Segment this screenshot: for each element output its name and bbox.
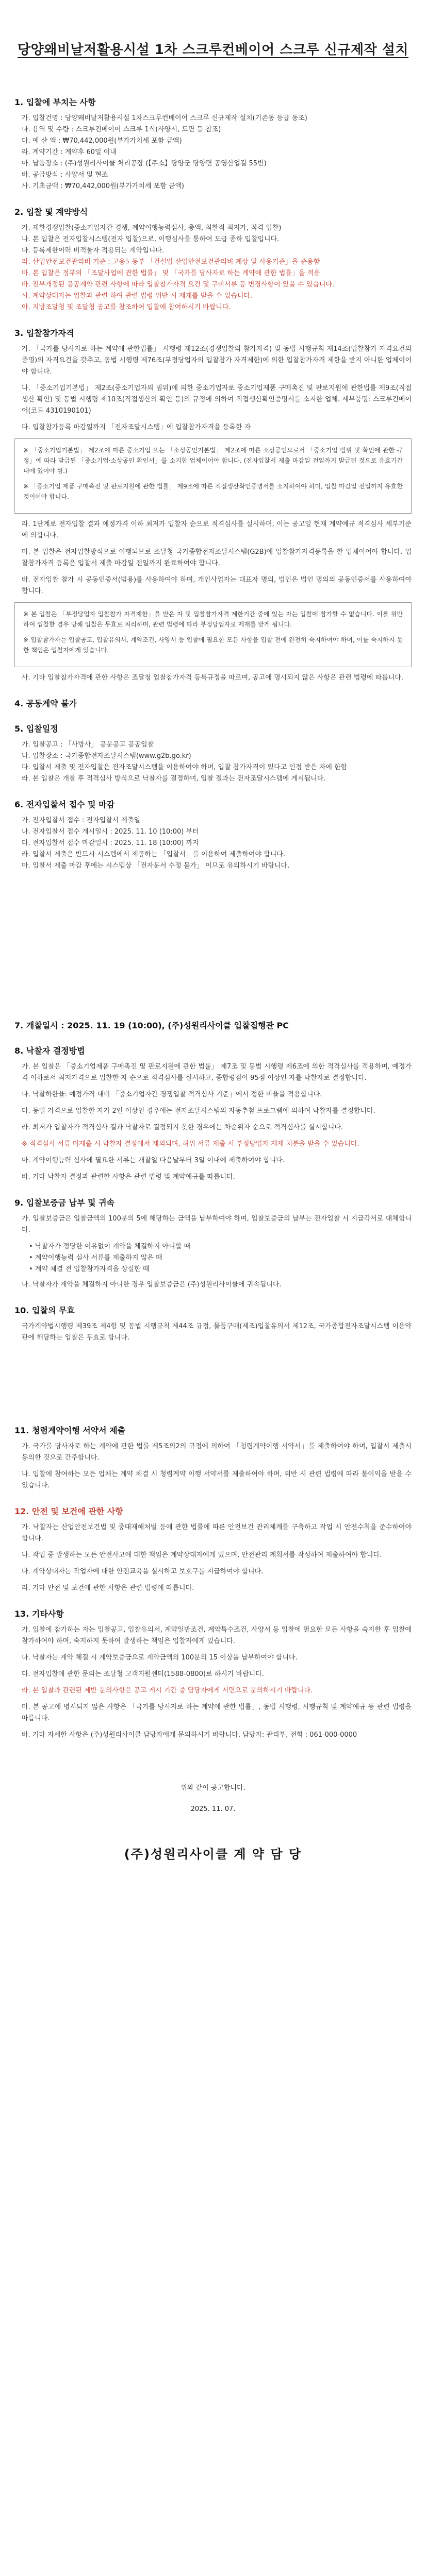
misc-paragraph: 바. 기타 자세한 사항은 (주)성원리사이클 담당자에게 문의하시기 바랍니다. 담당자: 관리부, 전화 : 061-000-0000	[22, 1731, 357, 1739]
contract-method-line: 사. 계약상대자는 입찰과 관련 하여 관련 법령 위반 시 제재를 받을 수 있습니다.	[22, 292, 253, 300]
eligibility-paragraph: 가. 「국가를 당사자로 하는 계약에 관한법률」 시행령 제12조(경쟁입찰의 참가자격) 및 동법 시행규칙 제14조(입찰참가 자격요건의 증명)의 자격요건을 갖추고, 동법 시행령 제76조(부정당업자의 입찰참가 자격제한)에 의한 입찰참가자격 제한을 받지 아니한 업체이어야 합니다.	[22, 345, 412, 376]
safety-paragraph: 라. 기타 안전 및 보건에 관한 사항은 관련 법령에 따릅니다.	[22, 1584, 194, 1592]
blank-spacer	[14, 1746, 412, 1782]
notice-text: ※ 입찰참가자는 입찰공고, 입찰유의서, 계약조건, 사양서 등 입찰에 필요한 모든 사항을 입찰 전에 완전히 숙지하여야 하며, 이를 숙지하지 못한 책임은 입찰자에게 있습니다.	[23, 636, 403, 654]
section-award-method	[14, 1044, 412, 1183]
issuer-organization: (주)성원리사이클 계 약 담 당	[124, 1847, 302, 1861]
section-bid-submission	[14, 798, 412, 872]
section-heading: 13. 기타사항	[14, 1609, 64, 1619]
closing-note: 위와 같이 공고합니다.	[181, 1784, 245, 1792]
notice-text: ※ 본 입찰은 「부정당업자 입찰참가 자격제한」을 받은 자 및 입찰참가자격 제한기간 중에 있는 자는 입찰에 참가할 수 없습니다. 이를 위반하여 입찰한 경우 당해 입찰은 무효로 처리하며, 관련 법령에 따라 부정당업자로 제재를 받게 됩니다.	[23, 611, 403, 628]
submission-line: 가. 전자입찰서 접수 : 전자입찰서 제출일	[22, 817, 141, 824]
section-opening	[14, 1019, 412, 1031]
submission-line: 라. 입찰서 제출은 반드시 시스템에서 제공하는 「입찰서」를 이용하여 제출하여야 합니다.	[22, 851, 285, 858]
blank-spacer	[14, 1349, 412, 1411]
award-paragraph: 나. 낙찰하한율: 예정가격 대비 「중소기업자간 경쟁입찰 적격심사 기준」에서 정한 비율을 적용합니다.	[22, 1091, 322, 1098]
blank-spacer	[14, 872, 412, 1006]
integrity-paragraph: 가. 국가를 당사자로 하는 계약에 관한 법률 제5조의2의 규정에 의하여 「청렴계약이행 서약서」를 제출하여야 하며, 입찰서 제출시 동의한 것으로 간주합니다.	[22, 1443, 412, 1462]
contract-method-line: 가. 제한경쟁입찰(중소기업자간 경쟁, 계약이행능력심사, 총액, 최한적 최저가, 적격 입찰)	[22, 224, 282, 232]
contract-method-line: 바. 전부개정된 공공계약 관련 사항에 따라 입찰참가자격 요건 및 구비서류 등 변경사항이 있을 수 있습니다.	[22, 281, 335, 289]
misc-paragraph: 마. 본 공고에 명시되지 않은 사항은 「국가를 당사자로 하는 계약에 관한 법률」, 동법 시행령, 시행규칙 및 계약예규 등 관련 법령을 따릅니다.	[22, 1703, 412, 1722]
eligibility-paragraph: 사. 기타 입찰참가자격에 관한 사항은 조달청 입찰참가자격 등록규정을 따르며, 공고에 명시되지 않은 사항은 관련 법령에 따릅니다.	[22, 674, 403, 682]
award-paragraph: 가. 본 입찰은 「중소기업제품 구매촉진 및 판로지원에 관한 법률」 제7조 및 동법 시행령 제6조에 의한 적격심사를 적용하며, 예정가격 이하로서 최저가격으로 입찰한 자 순으로 적격심사를 실시하고, 종합평점이 95점 이상인 자를 낙찰자로 결정합니다.	[22, 1063, 412, 1082]
bid-item-line: 마. 납품장소 : (주)성원리사이클 처리공장 (【주소】당양군 당양면 공영산업길 55번)	[22, 160, 267, 167]
bond-condition: • 계약이행능력 심사 서류를 제출하지 않은 때	[29, 1254, 162, 1262]
safety-paragraph: 가. 낙찰자는 산업안전보건법 및 중대재해처벌 등에 관한 법률에 따른 안전보건 관리체계를 구축하고 작업 시 안전수칙을 준수하여야 합니다.	[22, 1523, 412, 1543]
misc-paragraph: 나. 낙찰자는 계약 체결 시 계약보증금으로 계약금액의 100분의 15 이상을 납부하여야 합니다.	[22, 1654, 298, 1662]
schedule-line: 라. 본 입찰은 개찰 후 적격심사 방식으로 낙찰자를 결정하며, 입찰 결과는 전자조달시스템에 게시됩니다.	[22, 775, 326, 783]
misc-paragraph: 다. 전자입찰에 관한 문의는 조달청 고객지원센터(1588-0800)로 하시기 바랍니다.	[22, 1670, 264, 1678]
bid-item-line: 가. 입찰건명 : 당양왜비날저활용시설 1차스크루컨베이어 스크루 신규제작 설치(기존동 등급 동조)	[22, 114, 307, 122]
invalid-paragraph: 국가계약법시행령 제39조 제4항 및 동법 시행규칙 제44조 규정, 물품구매(제조)입찰유의서 제12조, 국가종합전자조달시스템 이용약관에 해당하는 입찰은 무효로 합니다.	[22, 1323, 412, 1342]
bond-paragraph: 나. 낙찰자가 계약을 체결하지 아니한 경우 입찰보증금은 (주)성원리사이클에 귀속됩니다.	[22, 1281, 282, 1289]
section-heading: 11. 청렴계약이행 서약서 제출	[14, 1426, 126, 1435]
schedule-line: 가. 입찰공고 : 「사방사」 공문공고 공공입찰	[22, 741, 154, 749]
section-safety	[14, 1505, 412, 1594]
bid-item-line: 라. 계약기간 : 계약후 60일 이내	[22, 148, 117, 156]
section-heading: 2. 입찰 및 계약방식	[14, 207, 88, 217]
blank-spacer	[14, 1862, 412, 1903]
bid-item-line: 바. 공급방식 : 사양서 및 현조	[22, 171, 108, 179]
award-paragraph: 바. 기타 낙찰자 결정과 관련한 사항은 관련 법령 및 계약예규를 따릅니다.	[22, 1173, 235, 1181]
schedule-line: 나. 입찰장소 : 국가종합전자조달시스템(www.g2b.go.kr)	[22, 752, 191, 760]
contract-method-line: 다. 등록제한이력 비적물자 적용되는 계약입니다.	[22, 247, 164, 255]
notice-text: ※ 「중소기업 제품 구매촉진 및 판로지원에 관한 법률」 제9조에 따른 직접생산확인증명서를 소지하여야 하며, 입찰 마감일 전일까지 유효한 것이어야 합니다.	[23, 483, 403, 500]
section-heading: 3. 입찰참가자격	[14, 328, 74, 338]
document-title: 당양왜비날저활용시설 1차 스크루컨베이어 스크루 신규제작 설치	[18, 42, 408, 58]
misc-paragraph: 가. 입찰에 참가하는 자는 입찰공고, 입찰유의서, 계약일반조건, 계약특수조건, 사양서 등 입찰에 필요한 모든 사항을 숙지한 후 입찰에 참가하여야 하며, 숙지하지 못하여 발생하는 책임은 입찰자에게 있습니다.	[22, 1626, 412, 1645]
contract-method-line: 라. 산업안전보건관리비 기준 : 고용노동부 「건설업 산업안전보건관리비 계상 및 사용기준」을 준용함	[22, 258, 320, 266]
bond-paragraph: 가. 입찰보증금은 입찰금액의 100분의 5에 해당하는 금액을 납부하여야 하며, 입찰보증금의 납부는 전자입찰 시 지급각서로 대체합니다.	[22, 1215, 412, 1234]
section-heading: 6. 전자입찰서 접수 및 마감	[14, 800, 115, 809]
contract-method-line: 나. 본 입찰은 전자입찰시스템(전자 입찰)으로, 이행심사를 통하여 도급 종하 입찰입니다.	[22, 235, 280, 243]
eligibility-warning-box	[14, 602, 412, 667]
eligibility-paragraph: 바. 전자입찰 참가 시 공동인증서(범용)를 사용하여야 하며, 개인사업자는 대표자 명의, 법인은 법인 명의의 공동인증서를 사용하여야 합니다.	[22, 576, 412, 595]
section-heading: 12. 안전 및 보건에 관한 사항	[14, 1506, 123, 1516]
safety-paragraph: 나. 작업 중 발생하는 모든 안전사고에 대한 책임은 계약상대자에게 있으며, 안전관리 계획서를 작성하여 제출하여야 합니다.	[22, 1551, 382, 1559]
section-heading: 9. 입찰보증금 납부 및 귀속	[14, 1198, 115, 1208]
submission-line: 마. 입찰서 제출 마감 후에는 시스템상 「전자문서 수정 불가」 이므로 유의하시기 바랍니다.	[22, 862, 290, 870]
section-heading: 1. 입찰에 부치는 사항	[14, 97, 96, 107]
contract-method-line: 마. 본 입찰은 정부의 「조달사업에 관한 법률」 및 「국가를 당사자로 하는 계약에 관한 법률」을 적용	[22, 269, 320, 277]
eligibility-paragraph: 마. 본 입찰은 전자입찰방식으로 이행되므로 조달청 국가종합전자조달시스템(G2B)에 입찰참가자격등록을 한 업체이어야 합니다. 입찰참가자격 등록은 입찰서 제출 마감일 전일까지 완료하여야 합니다.	[22, 548, 412, 567]
section-misc	[14, 1607, 412, 1741]
section-contract-method	[14, 206, 412, 313]
award-warning: ※ 적격심사 서류 미제출 시 낙찰자 결정에서 제외되며, 허위 서류 제출 시 부정당업자 제재 처분을 받을 수 있습니다.	[22, 1140, 359, 1148]
section-integrity-pledge	[14, 1424, 412, 1492]
section-schedule	[14, 722, 412, 785]
notice-date: 2025. 11. 07.	[190, 1805, 236, 1813]
section-bid-bond	[14, 1196, 412, 1291]
award-paragraph: 다. 동일 가격으로 입찰한 자가 2인 이상인 경우에는 전자조달시스템의 자동추첨 프로그램에 의하여 낙찰자를 결정합니다.	[22, 1107, 375, 1115]
award-paragraph: 마. 계약이행능력 심사에 필요한 서류는 개찰일 다음날부터 3일 이내에 제출하여야 합니다.	[22, 1157, 285, 1164]
bid-item-line: 다. 예 산 액 : ₩70,442,000원(부가가치세 포함 금액)	[22, 137, 182, 145]
bond-condition: • 낙찰자가 정당한 이유없이 계약을 체결하지 아니할 때	[29, 1243, 190, 1250]
section-heading: 7. 개찰일시 : 2025. 11. 19 (10:00), (주)성원리사이클 입찰집행관 PC	[14, 1021, 289, 1030]
integrity-paragraph: 나. 입찰에 참여하는 모든 업체는 계약 체결 시 청렴계약 이행 서약서를 제출하여야 하며, 위반 시 관련 법령에 따라 불이익을 받을 수 있습니다.	[22, 1470, 412, 1489]
contract-method-line: 아. 지방조달청 및 조달청 공고를 참조하여 입찰에 참여하시기 바랍니다.	[22, 303, 231, 311]
notice-text: ※ 「중소기업기본법」 제2조에 따른 중소기업 또는 「소상공인기본법」 제2조에 따른 소상공인으로서 「중소기업 범위 및 확인에 관한 규정」에 따라 발급된 「중소기업·소상공인 확인서」를 소지한 업체이어야 합니다. (전자입찰서 제출 마감일 전일까지 발급된 것으로 유효기간 내에 있어야 함.)	[23, 447, 403, 474]
submission-line: 나. 전자입찰서 접수 개시일시 : 2025. 11. 10 (10:00) 부터	[22, 828, 199, 836]
eligibility-paragraph: 다. 입찰참가등록 마감일까지 「전자조달시스템」에 입찰참가자격을 등록한 자	[22, 423, 251, 431]
bid-item-line: 나. 용역 및 수량 : 스크루컨베이어 스크루 1식(사양서, 도면 등 참조)	[22, 126, 221, 133]
section-joint-contract	[14, 697, 412, 709]
misc-warning: 라. 본 입찰과 관련된 제반 문의사항은 공고 게시 기간 중 담당자에게 서면으로 문의하시기 바랍니다.	[22, 1687, 313, 1694]
section-eligibility	[14, 327, 412, 684]
submission-line: 다. 전자입찰서 접수 마감일시 : 2025. 11. 18 (10:00) 까지	[22, 839, 199, 847]
section-heading: 4. 공동계약 불가	[14, 699, 77, 708]
section-bid-items	[14, 96, 412, 192]
award-paragraph: 라. 최저가 입찰자가 적격심사 결과 낙찰자로 결정되지 못한 경우에는 차순위자 순으로 적격심사를 실시합니다.	[22, 1124, 343, 1131]
safety-paragraph: 다. 계약상대자는 작업자에 대한 안전교육을 실시하고 보호구를 지급하여야 합니다.	[22, 1568, 264, 1575]
blank-spacer	[14, 1813, 412, 1844]
schedule-line: 다. 입찰서 제출 및 전자입찰은 전자조달시스템을 이용하여야 하며, 입찰 참가자격이 있다고 인정 받은 자에 한함	[22, 764, 348, 771]
section-heading: 5. 입찰일정	[14, 724, 58, 734]
section-heading: 8. 낙찰자 결정방법	[14, 1046, 85, 1056]
bid-item-line: 사. 기초금액 : ₩70,442,000원(부가가치세 포함 금액)	[22, 182, 184, 190]
eligibility-notice-box	[14, 438, 412, 514]
bond-condition: • 계약 체결 전 입찰참가자격을 상실한 때	[29, 1265, 150, 1273]
eligibility-paragraph: 나. 「중소기업기본법」 제2조(중소기업자의 범위)에 의한 중소기업자로 중소기업제품 구매촉진 및 판로지원에 관한법률 제9조(직접생산 확인) 및 동법 시행령 제10조(직접생산의 확인 등)의 규정에 의하여 직접생산확인증명서를 소지한 업체. 세부품명: 스크루컨베이어(코드 4310190101)	[22, 384, 412, 415]
section-heading: 10. 입찰의 무효	[14, 1306, 75, 1315]
section-invalid-bids	[14, 1304, 412, 1344]
blank-spacer	[14, 1792, 412, 1805]
eligibility-paragraph: 라. 1단계로 전자입찰 결과 예정가격 이하 최저가 입찰자 순으로 적격심사를 실시하며, 이는 공고일 현재 계약예규 적격심사 세부기준에 의합니다.	[22, 520, 412, 539]
